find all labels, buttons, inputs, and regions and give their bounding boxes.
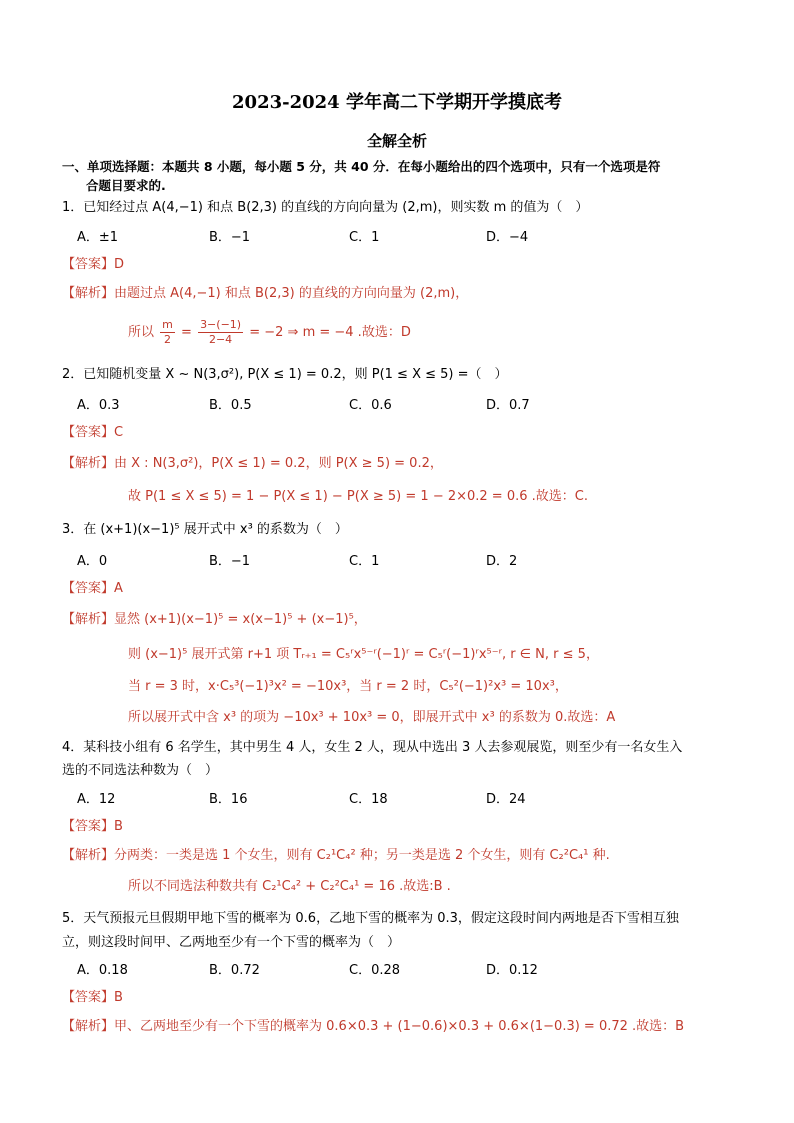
explanation-text: = −2 ⇒ m = −4 .故选：D	[249, 325, 411, 340]
q3-explanation-line4: 所以展开式中含 x³ 的项为 −10x³ + 10x³ = 0，即展开式中 x³ 的系数为 0.故选：A	[128, 710, 616, 725]
q3-explanation-line1: 【解析】显然 (x+1)(x−1)⁵ = x(x−1)⁵ + (x−1)⁵，	[62, 612, 367, 627]
section-heading-line1: 一、单项选择题：本题共 8 小题，每小题 5 分，共 40 分．在每小题给出的四个选项中，只有一个选项是符	[62, 159, 661, 174]
q2-answer: 【答案】C	[62, 425, 124, 440]
q2-option-c: C．0.6	[349, 398, 392, 413]
q5-option-c: C．0.28	[349, 963, 401, 978]
question-1-stem: 1．已知经过点 A(4,−1) 和点 B(2,3) 的直线的方向向量为 (2,m)，则实数 m 的值为（ ）	[62, 200, 589, 215]
q5-option-a: A．0.18	[77, 963, 128, 978]
answer-label: 【答案】	[62, 257, 115, 272]
q2-option-d: D．0.7	[486, 398, 530, 413]
question-3-stem: 3．在 (x+1)(x−1)⁵ 展开式中 x³ 的系数为（ ）	[62, 522, 348, 537]
q5-option-d: D．0.12	[486, 963, 538, 978]
q4-explanation-line1: 【解析】分两类：一类是选 1 个女生，则有 C₂¹C₄² 种；另一类是选 2 个女生，则有 C₂²C₄¹ 种.	[62, 848, 610, 863]
fraction: $\frac{m}{2}$	[162, 318, 173, 346]
q3-explanation-line3: 当 r = 3 时，x·C₅³(−1)³x² = −10x³，当 r = 2 时，C₅²(−1)²x³ = 10x³，	[128, 679, 568, 694]
q5-explanation-line1: 【解析】甲、乙两地至少有一个下雪的概率为 0.6×0.3 + (1−0.6)×0.3 + 0.6×(1−0.3) = 0.72 .故选：B	[62, 1019, 685, 1034]
q2-option-a: A．0.3	[77, 398, 120, 413]
explanation-label: 【解析】	[62, 286, 115, 301]
q1-option-b: B．−1	[209, 230, 251, 245]
q3-option-c: C．1	[349, 554, 380, 569]
q3-option-b: B．−1	[209, 554, 251, 569]
q4-explanation-line2: 所以不同选法种数共有 C₂¹C₄² + C₂²C₄¹ = 16 .故选:B .	[128, 879, 451, 894]
q1-option-a: A．±1	[77, 230, 119, 245]
explanation-text: 所以	[128, 325, 155, 340]
section-heading-line2: 合题目要求的.	[86, 178, 166, 193]
q4-answer: 【答案】B	[62, 819, 123, 834]
question-5-stem-line1: 5．天气预报元旦假期甲地下雪的概率为 0.6，乙地下雪的概率为 0.3，假定这段时间内两地是否下雪相互独	[62, 911, 679, 926]
question-5-stem-line2: 立，则这段时间甲、乙两地至少有一个下雪的概率为（ ）	[62, 935, 401, 950]
explanation-text: 由题过点 A(4,−1) 和点 B(2,3) 的直线的方向向量为 (2,m)，	[114, 286, 469, 301]
question-4-stem-line1: 4．某科技小组有 6 名学生，其中男生 4 人，女生 2 人，现从中选出 3 人去参观展览，则至少有一名女生入	[62, 740, 683, 755]
q2-explanation-line2: 故 P(1 ≤ X ≤ 5) = 1 − P(X ≤ 1) − P(X ≥ 5) = 1 − 2×0.2 = 0.6 .故选：C.	[128, 489, 588, 504]
q1-explanation-line1	[62, 285, 468, 303]
q3-answer: 【答案】A	[62, 581, 123, 596]
q1-option-d: D．−4	[486, 230, 529, 245]
answer-value: D	[114, 257, 125, 272]
q4-option-a: A．12	[77, 792, 116, 807]
question-2-stem: 2．已知随机变量 X ~ N(3,σ²), P(X ≤ 1) = 0.2，则 P(1 ≤ X ≤ 5) =（ ）	[62, 367, 508, 382]
q3-explanation-line2: 则 (x−1)⁵ 展开式第 r+1 项 Tᵣ₊₁ = C₅ʳx⁵⁻ʳ(−1)ʳ = C₅ʳ(−1)ʳx⁵⁻ʳ, r ∈ N, r ≤ 5，	[128, 647, 599, 662]
q5-answer: 【答案】B	[62, 990, 123, 1005]
q1-option-c: C．1	[349, 230, 380, 245]
q5-option-b: B．0.72	[209, 963, 260, 978]
q4-option-b: B．16	[209, 792, 248, 807]
fraction: $\frac{3-(-1)}{2-4}$	[200, 318, 242, 346]
page-subtitle: 全解全析	[366, 132, 427, 150]
q4-option-c: C．18	[349, 792, 388, 807]
q2-explanation-line1: 【解析】由 X : N(3,σ²)，P(X ≤ 1) = 0.2，则 P(X ≥ 5) = 0.2，	[62, 456, 443, 471]
q4-option-d: D．24	[486, 792, 526, 807]
q2-option-b: B．0.5	[209, 398, 252, 413]
q3-option-d: D．2	[486, 554, 518, 569]
q1-explanation-line2: 所以 $\frac{m}{2}$ = $\frac{3-(-1)}{2-4}$ = −2 ⇒ m = −4 .故选：D	[128, 318, 411, 346]
q1-answer	[62, 256, 124, 274]
question-4-stem-line2: 选的不同选法种数为（ ）	[62, 763, 219, 778]
page-title: 2023-2024 学年高二下学期开学摸底考	[232, 92, 562, 113]
q3-option-a: A．0	[77, 554, 108, 569]
